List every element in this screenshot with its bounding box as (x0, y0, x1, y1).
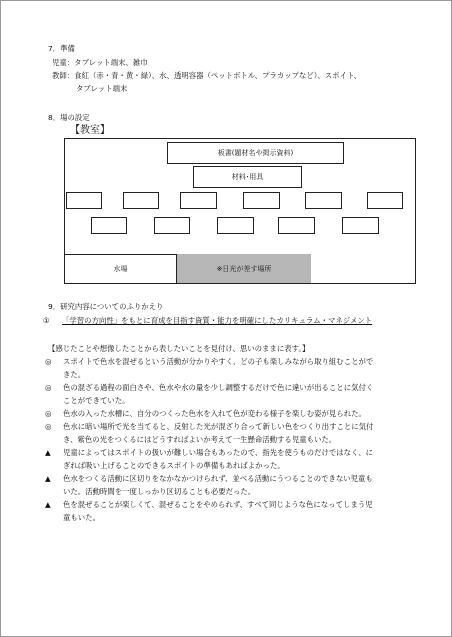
curriculum-management-title: 「学習の方向性」をもとに育成を目指す資質・能力を明確にしたカリキュラム・マネジメント (62, 316, 373, 325)
point-text-line: ことができていた。 (63, 396, 130, 405)
point-text-line: ぎれば吸い上げることのできるスポイトの準備もあればよかった。 (63, 461, 285, 470)
expression-goal-heading: 【感じたことや想像したことから表したいことを見付け、思いのままに表す。】 (48, 344, 310, 353)
point-text-line: 色水に暗い場所で光を当てると、反射した光が混ざり合って新しい色をつくり出すことに気付 (63, 422, 374, 431)
point-text-line: き、紫色の光をつくるにはどうすればよいか考えて一生懸命活動する児童もいた。 (63, 435, 337, 444)
section7-children-items: 児童：タブレット端末、雑巾 (52, 58, 148, 67)
point-text-line: いた。活動時間を一度しっかり区切ることも必要だった。 (63, 487, 256, 496)
point-mark: ▲ (45, 474, 51, 483)
point-mark: ◎ (45, 383, 52, 392)
point-text-line: きた。 (63, 370, 86, 379)
section8-heading: 8．場の設定 (48, 113, 90, 122)
point-mark: ◎ (45, 422, 52, 431)
water-area (65, 254, 177, 283)
sunlight-area-label: ※日光が差す場所 (216, 264, 272, 273)
point-text-line: 児童によってはスポイトの扱いが難しい場合もあったので、指先を使うものだけではなく、に (63, 448, 374, 457)
classroom-label: 【教室】 (70, 125, 110, 136)
section9-heading: 9．研究内容についてのふりかえり (48, 302, 164, 311)
desk (217, 217, 254, 234)
point-text-line: 色水をつくる活動に区切りをなかなかつけられず、並べる活動にうつることのできない児童も (63, 474, 373, 483)
desk (367, 192, 403, 209)
point-text-line: 色の混ざる過程の面白さや、色水や水の量を少し調整するだけで色に違いが出ることに気付く (63, 383, 374, 392)
desk (66, 192, 102, 209)
sunlight-area (177, 254, 311, 283)
desk (243, 192, 280, 209)
materials-label: 材料･用具 (231, 173, 264, 181)
point-mark: ◎ (45, 409, 52, 418)
point-mark: ▲ (45, 500, 51, 509)
desk (278, 217, 315, 234)
point-text-line: 色を混ぜることが楽しくて、混ぜることをやめられず、すべて同じような色になってしまう児 (63, 500, 373, 509)
desk (342, 217, 379, 234)
desk (123, 192, 159, 209)
blackboard-label: 板書(題材名や掲示資料) (217, 149, 294, 157)
item-number: ① (43, 316, 50, 325)
desk (180, 192, 217, 209)
section7-teacher-items-cont: タブレット端末 (76, 84, 128, 93)
section7-teacher-items: 教師：食紅（赤・青・黄・緑）、水、透明容器（ペットボトル、プラカップなど）、スポイト、 (52, 71, 362, 80)
desk (154, 217, 190, 234)
point-text-line: 色水の入った水槽に、自分のつくった色水を入れて色が変わる様子を楽しむ姿が見られた。 (63, 409, 366, 418)
point-mark: ◎ (45, 357, 52, 366)
desk (91, 217, 127, 234)
water-area-label: 水場 (113, 265, 128, 273)
point-text-line: スポイトで色水を混ぜるという活動が分かりやすく、どの子も楽しみながら取り組むことがで (63, 357, 374, 366)
point-text-line: 童もいた。 (63, 513, 100, 522)
materials-table (193, 166, 302, 188)
point-mark: ▲ (45, 448, 51, 457)
section7-heading: 7．準備 (48, 44, 75, 53)
blackboard (167, 142, 344, 164)
desk (305, 192, 342, 209)
